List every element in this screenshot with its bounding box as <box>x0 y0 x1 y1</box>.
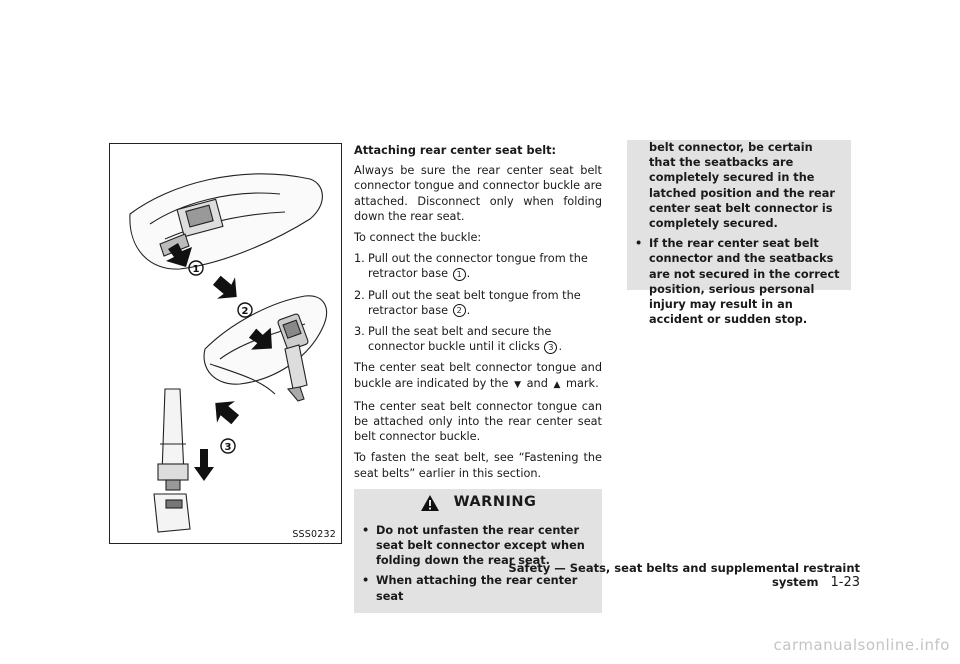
step-text: Pull the seat belt and secure the connector buckle until it clicks 3 . <box>368 325 563 354</box>
seat-belt-illustration <box>109 143 342 544</box>
step-number: 1. <box>354 252 365 266</box>
step-text: Pull out the seat belt tongue from the retractor base 2 . <box>368 288 581 317</box>
step-text: Pull out the connector tongue from the retractor base 1 . <box>368 252 588 281</box>
seat-belt-drawing <box>110 144 343 545</box>
warning-continued-text: belt connector, be certain that the seatbacks are completely secured in the latched position and the rear center seat belt connector is completely secured. <box>649 141 835 231</box>
warning-body-continued <box>627 140 851 327</box>
page-footer <box>490 561 860 590</box>
figure-code: SSS0232 <box>292 529 336 540</box>
up-triangle-icon: ▲ <box>553 379 561 390</box>
warning-bullet: • Do not unfasten the rear center seat belt connector except when folding down the rear seat. <box>362 523 585 568</box>
section-heading: Attaching rear center seat belt: <box>354 144 557 157</box>
page-number: 1-23 <box>830 575 860 590</box>
step-number: 3. <box>354 325 365 339</box>
step-3 <box>354 324 602 354</box>
warning-bullet: • When attaching the rear center seat <box>362 574 578 603</box>
column-2 <box>627 141 851 327</box>
warning-title: WARNING <box>453 494 537 511</box>
mark-paragraph: The center seat belt connector tongue and buckle are indicated by the ▼ and ▲ mark. <box>354 360 602 392</box>
marker-2-icon <box>238 303 252 317</box>
marker-2-icon: 2 <box>453 304 466 317</box>
fasten-reference: To fasten the seat belt, see “Fastening the seat belts” earlier in this section. <box>354 451 602 480</box>
footer-section-title: Safety — Seats, seat belts and supplemental restraint system <box>508 561 860 589</box>
attach-paragraph: The center seat belt connector tongue can be attached only into the rear center seat belt connector buckle. <box>354 399 602 444</box>
step-number: 2. <box>354 288 365 302</box>
marker-1-icon <box>189 261 203 275</box>
svg-text:1: 1 <box>192 264 200 275</box>
step-1 <box>354 251 602 281</box>
warning-header <box>354 489 602 517</box>
down-triangle-icon: ▼ <box>514 379 522 390</box>
step-2 <box>354 288 602 318</box>
warning-icon <box>420 494 440 512</box>
marker-1-icon: 1 <box>453 268 466 281</box>
column-1 <box>354 143 602 613</box>
warning-bullet: • If the rear center seat belt connector and the seatbacks are not secured in the correct position, serious personal injury may result in an accident or sudden stop. <box>635 237 840 327</box>
watermark: carmanualsonline.info <box>773 636 950 654</box>
connect-intro: To connect the buckle: <box>354 231 482 245</box>
marker-3-icon: 3 <box>544 341 557 354</box>
svg-text:3: 3 <box>224 442 232 453</box>
arrow-3-icon <box>194 449 214 481</box>
svg-text:2: 2 <box>241 306 249 317</box>
intro-paragraph: Always be sure the rear center seat belt connector tongue and connector buckle are attached. Disconnect only when folding down the rear seat. <box>354 164 602 223</box>
arrow-icon <box>206 392 244 430</box>
marker-3-icon <box>221 439 235 453</box>
arrow-icon <box>208 270 246 308</box>
